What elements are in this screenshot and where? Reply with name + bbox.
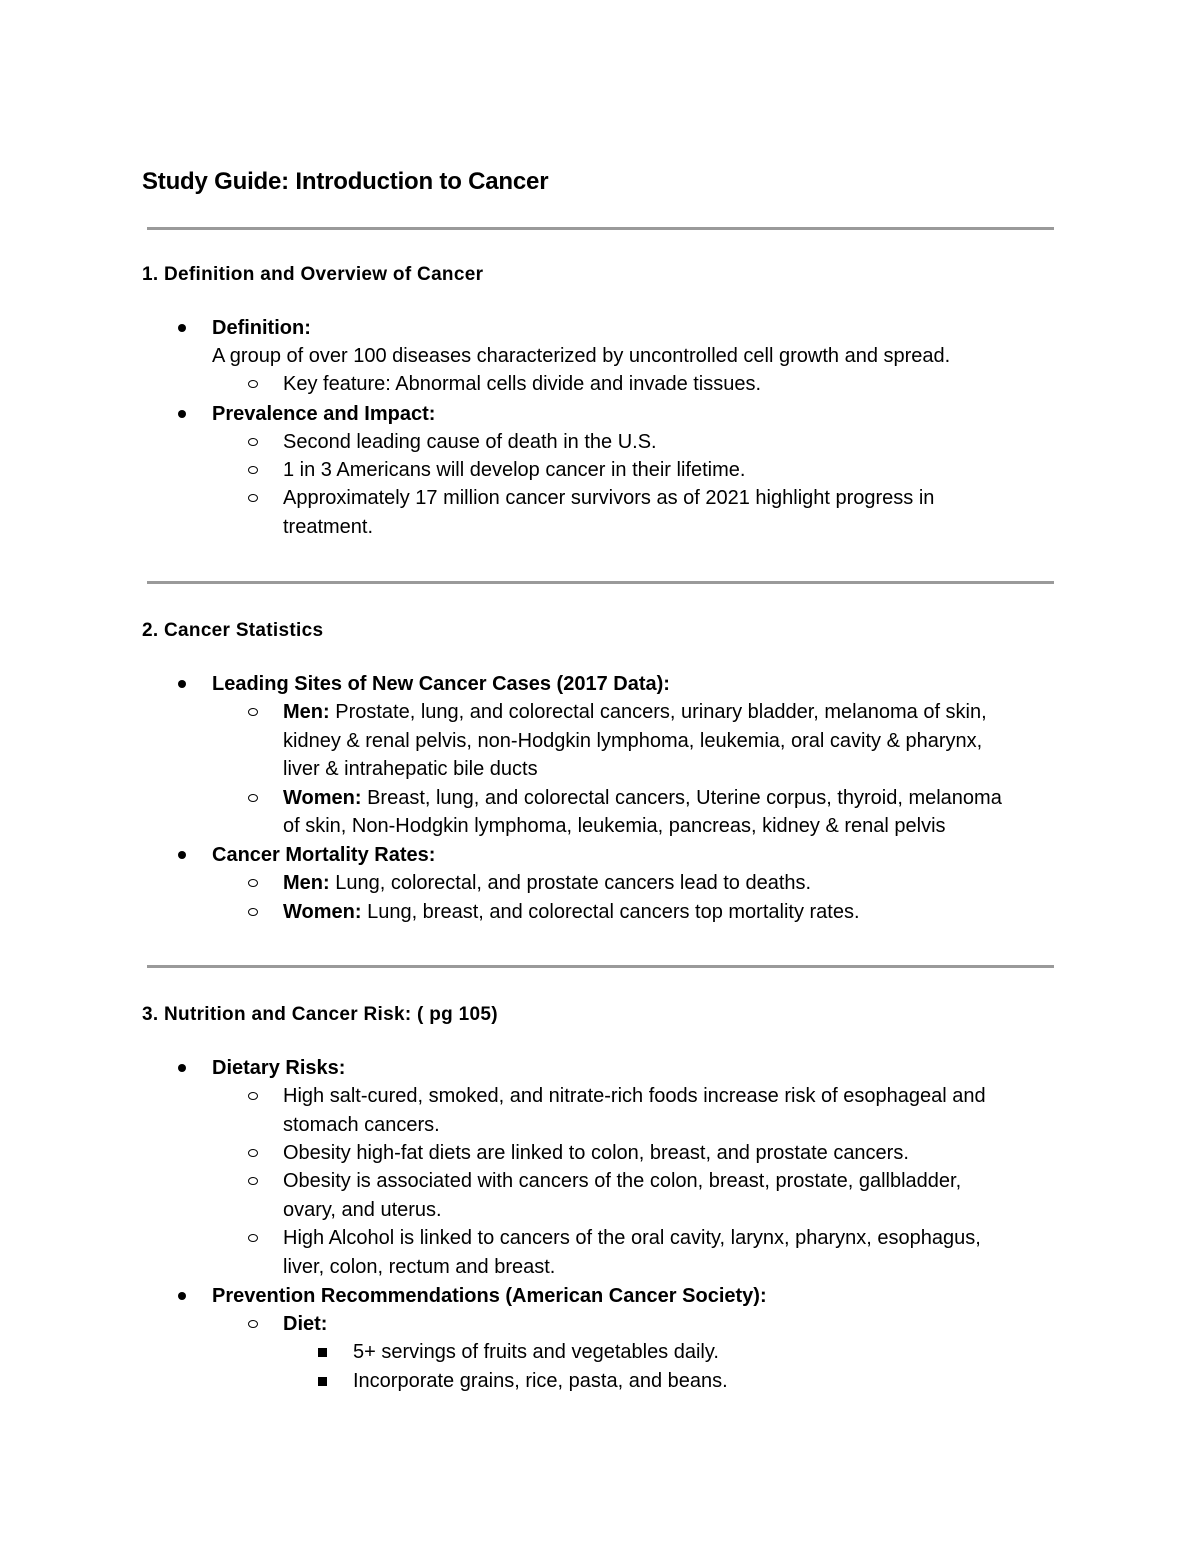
section-1-heading: 1. Definition and Overview of Cancer — [142, 264, 484, 285]
circle-bullet-icon — [248, 438, 258, 446]
divider — [147, 965, 1054, 968]
bullet-icon — [178, 851, 186, 859]
circle-bullet-icon — [248, 1320, 258, 1328]
men-label: Men: — [283, 701, 330, 723]
list-item: 1 in 3 Americans will develop cancer in their lifetime. — [283, 459, 746, 481]
page-title: Study Guide: Introduction to Cancer — [142, 168, 549, 195]
list-item-cont: treatment. — [283, 516, 374, 538]
section-3-heading: 3. Nutrition and Cancer Risk: ( pg 105) — [142, 1004, 498, 1025]
circle-bullet-icon — [248, 380, 258, 388]
circle-bullet-icon — [248, 466, 258, 474]
list-item-cont: kidney & renal pelvis, non-Hodgkin lymphoma, leukemia, oral cavity & pharynx, — [283, 730, 983, 752]
definition-sub: Key feature: Abnormal cells divide and invade tissues. — [283, 373, 762, 395]
women-label: Women: — [283, 901, 362, 923]
circle-bullet-icon — [248, 1149, 258, 1157]
definition-text: A group of over 100 diseases characterized by uncontrolled cell growth and spread. — [212, 345, 951, 367]
circle-bullet-icon — [248, 1177, 258, 1185]
list-item-cont: liver & intrahepatic bile ducts — [283, 758, 538, 780]
diet-label: Diet: — [283, 1313, 328, 1335]
bullet-icon — [178, 1064, 186, 1072]
circle-bullet-icon — [248, 494, 258, 502]
bullet-icon — [178, 1292, 186, 1300]
men-text: Prostate, lung, and colorectal cancers, urinary bladder, melanoma of skin, — [329, 701, 987, 723]
mortality-label: Cancer Mortality Rates: — [212, 844, 436, 866]
women-text: Lung, breast, and colorectal cancers top mortality rates. — [361, 901, 860, 923]
circle-bullet-icon — [248, 908, 258, 916]
list-item-cont: of skin, Non-Hodgkin lymphoma, leukemia, pancreas, kidney & renal pelvis — [283, 815, 946, 837]
list-item: Obesity high-fat diets are linked to colon, breast, and prostate cancers. — [283, 1142, 909, 1164]
circle-bullet-icon — [248, 1092, 258, 1100]
definition-label: Definition: — [212, 317, 311, 339]
list-item: Approximately 17 million cancer survivors as of 2021 highlight progress in — [283, 487, 935, 509]
square-bullet-icon — [318, 1348, 327, 1357]
list-item-cont: stomach cancers. — [283, 1114, 440, 1136]
list-item: Incorporate grains, rice, pasta, and beans. — [353, 1370, 728, 1392]
bullet-icon — [178, 324, 186, 332]
bullet-icon — [178, 410, 186, 418]
list-item — [283, 898, 860, 926]
men-label: Men: — [283, 872, 330, 894]
list-item-cont: liver, colon, rectum and breast. — [283, 1256, 556, 1278]
circle-bullet-icon — [248, 879, 258, 887]
divider — [147, 227, 1054, 230]
circle-bullet-icon — [248, 1234, 258, 1242]
list-item: High salt-cured, smoked, and nitrate-rich foods increase risk of esophageal and — [283, 1085, 986, 1107]
women-label: Women: — [283, 787, 362, 809]
list-item: High Alcohol is linked to cancers of the oral cavity, larynx, pharynx, esophagus, — [283, 1227, 981, 1249]
list-item: Second leading cause of death in the U.S. — [283, 431, 657, 453]
list-item: Obesity is associated with cancers of the colon, breast, prostate, gallbladder, — [283, 1170, 962, 1192]
list-item — [283, 784, 1002, 812]
list-item: 5+ servings of fruits and vegetables daily. — [353, 1341, 719, 1363]
list-item — [283, 698, 987, 726]
circle-bullet-icon — [248, 708, 258, 716]
sites-label: Leading Sites of New Cancer Cases (2017 Data): — [212, 673, 670, 695]
section-2-heading: 2. Cancer Statistics — [142, 620, 324, 641]
prevalence-label: Prevalence and Impact: — [212, 403, 436, 425]
list-item-cont: ovary, and uterus. — [283, 1199, 442, 1221]
circle-bullet-icon — [248, 794, 258, 802]
men-text: Lung, colorectal, and prostate cancers lead to deaths. — [329, 872, 812, 894]
dietary-risks-label: Dietary Risks: — [212, 1057, 346, 1079]
prevention-label: Prevention Recommendations (American Cancer Society): — [212, 1285, 767, 1307]
square-bullet-icon — [318, 1377, 327, 1386]
bullet-icon — [178, 680, 186, 688]
divider — [147, 581, 1054, 584]
women-text: Breast, lung, and colorectal cancers, Uterine corpus, thyroid, melanoma — [361, 787, 1002, 809]
list-item — [283, 869, 811, 897]
